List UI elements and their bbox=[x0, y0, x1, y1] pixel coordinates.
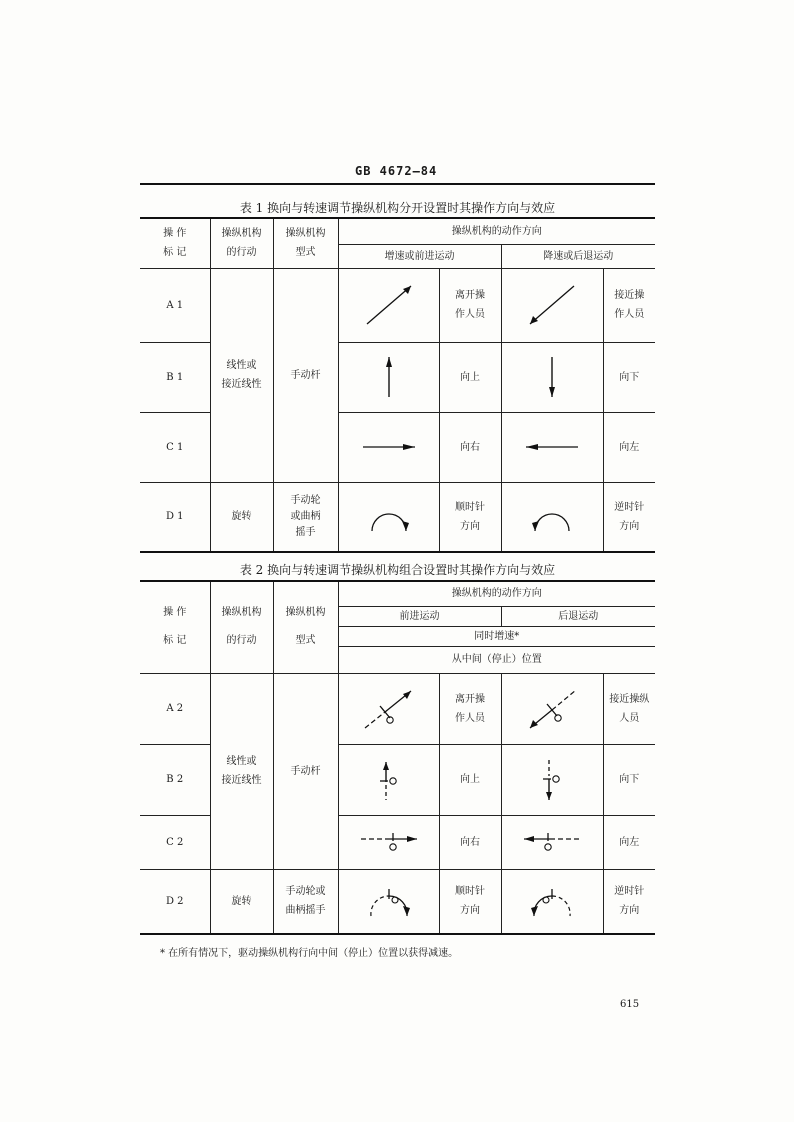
t1-b1-reverse-symbol bbox=[501, 342, 603, 412]
t2-b2-forward-symbol bbox=[338, 744, 439, 815]
t2-header-from-middle: 从中间（停止）位置 bbox=[338, 646, 655, 673]
table2-caption: 表 2 换向与转速调节操纵机构组合设置时其操作方向与效应 bbox=[239, 563, 556, 577]
t1-action-linear: 线性或 接近线性 bbox=[210, 268, 273, 482]
t2-header-action: 操纵机构 的行动 bbox=[210, 581, 273, 673]
t2-a2-reverse-effect: 接近操纵 人员 bbox=[603, 673, 655, 744]
t1-header-decrease: 降速或后退运动 bbox=[501, 244, 655, 268]
table1 bbox=[140, 217, 655, 553]
t1-type-wheel: 手动轮 或曲柄 摇手 bbox=[273, 482, 338, 552]
table2 bbox=[140, 580, 655, 935]
t1-a1-forward-effect: 离开操 作人员 bbox=[439, 268, 501, 342]
t2-type-wheel: 手动轮或 曲柄摇手 bbox=[273, 869, 338, 934]
t1-d1-forward-effect: 顺时针 方向 bbox=[439, 482, 501, 552]
t1-header-direction: 操纵机构的动作方向 bbox=[338, 218, 655, 244]
t2-action-linear: 线性或 接近线性 bbox=[210, 673, 273, 869]
t2-header-forward: 前进运动 bbox=[338, 606, 501, 626]
t1-header-mark: 操 作 标 记 bbox=[140, 218, 210, 268]
t2-c2-reverse-symbol bbox=[501, 815, 603, 869]
t1-c1-reverse-symbol bbox=[501, 412, 603, 482]
t1-b1-forward-effect: 向上 bbox=[439, 342, 501, 412]
t2-d2-reverse-effect: 逆时针 方向 bbox=[603, 869, 655, 934]
t1-row-c1-mark: C 1 bbox=[140, 412, 210, 482]
table1-caption: 表 1 换向与转速调节操纵机构分开设置时其操作方向与效应 bbox=[239, 201, 556, 215]
t2-action-rotate: 旋转 bbox=[210, 869, 273, 934]
t2-row-d2-mark: D 2 bbox=[140, 869, 210, 934]
standard-number: GB 4672—84 bbox=[355, 164, 438, 178]
t2-type-lever: 手动杆 bbox=[273, 673, 338, 869]
t2-d2-reverse-symbol bbox=[501, 869, 603, 934]
t2-b2-reverse-symbol bbox=[501, 744, 603, 815]
t1-b1-reverse-effect: 向下 bbox=[603, 342, 655, 412]
t2-a2-forward-symbol bbox=[338, 673, 439, 744]
t1-d1-forward-symbol bbox=[338, 482, 439, 552]
t1-header-type: 操纵机构 型式 bbox=[273, 218, 338, 268]
t1-a1-forward-symbol bbox=[338, 268, 439, 342]
header-rule bbox=[140, 183, 655, 185]
t1-c1-reverse-effect: 向左 bbox=[603, 412, 655, 482]
t1-row-b1-mark: B 1 bbox=[140, 342, 210, 412]
t2-a2-forward-effect: 离开操 作人员 bbox=[439, 673, 501, 744]
t1-c1-forward-symbol bbox=[338, 412, 439, 482]
t1-header-action: 操纵机构 的行动 bbox=[210, 218, 273, 268]
t1-d1-reverse-symbol bbox=[501, 482, 603, 552]
t2-header-mark: 操 作 标 记 bbox=[140, 581, 210, 673]
t1-type-lever: 手动杆 bbox=[273, 268, 338, 482]
t1-b1-forward-symbol bbox=[338, 342, 439, 412]
t1-a1-reverse-effect: 接近操 作人员 bbox=[603, 268, 655, 342]
t1-row-a1-mark: A 1 bbox=[140, 268, 210, 342]
t2-b2-forward-effect: 向上 bbox=[439, 744, 501, 815]
t2-b2-reverse-effect: 向下 bbox=[603, 744, 655, 815]
t2-c2-forward-symbol bbox=[338, 815, 439, 869]
t2-header-type: 操纵机构 型式 bbox=[273, 581, 338, 673]
footnote: * 在所有情况下，驱动操纵机构行向中间（停止）位置以获得减速。 bbox=[160, 948, 459, 959]
t1-header-increase: 增速或前进运动 bbox=[338, 244, 501, 268]
t2-header-simultaneous: 同时增速* bbox=[338, 626, 655, 646]
t1-action-rotate: 旋转 bbox=[210, 482, 273, 552]
t2-row-a2-mark: A 2 bbox=[140, 673, 210, 744]
t2-d2-forward-symbol bbox=[338, 869, 439, 934]
t1-d1-reverse-effect: 逆时针 方向 bbox=[603, 482, 655, 552]
page-number: 615 bbox=[620, 999, 640, 1010]
t2-header-backward: 后退运动 bbox=[501, 606, 655, 626]
t2-c2-reverse-effect: 向左 bbox=[603, 815, 655, 869]
t2-a2-reverse-symbol bbox=[501, 673, 603, 744]
t2-header-direction: 操纵机构的动作方向 bbox=[338, 581, 655, 606]
t2-row-b2-mark: B 2 bbox=[140, 744, 210, 815]
t2-row-c2-mark: C 2 bbox=[140, 815, 210, 869]
t1-row-d1-mark: D 1 bbox=[140, 482, 210, 552]
t2-d2-forward-effect: 顺时针 方向 bbox=[439, 869, 501, 934]
t2-c2-forward-effect: 向右 bbox=[439, 815, 501, 869]
t1-a1-reverse-symbol bbox=[501, 268, 603, 342]
t1-c1-forward-effect: 向右 bbox=[439, 412, 501, 482]
